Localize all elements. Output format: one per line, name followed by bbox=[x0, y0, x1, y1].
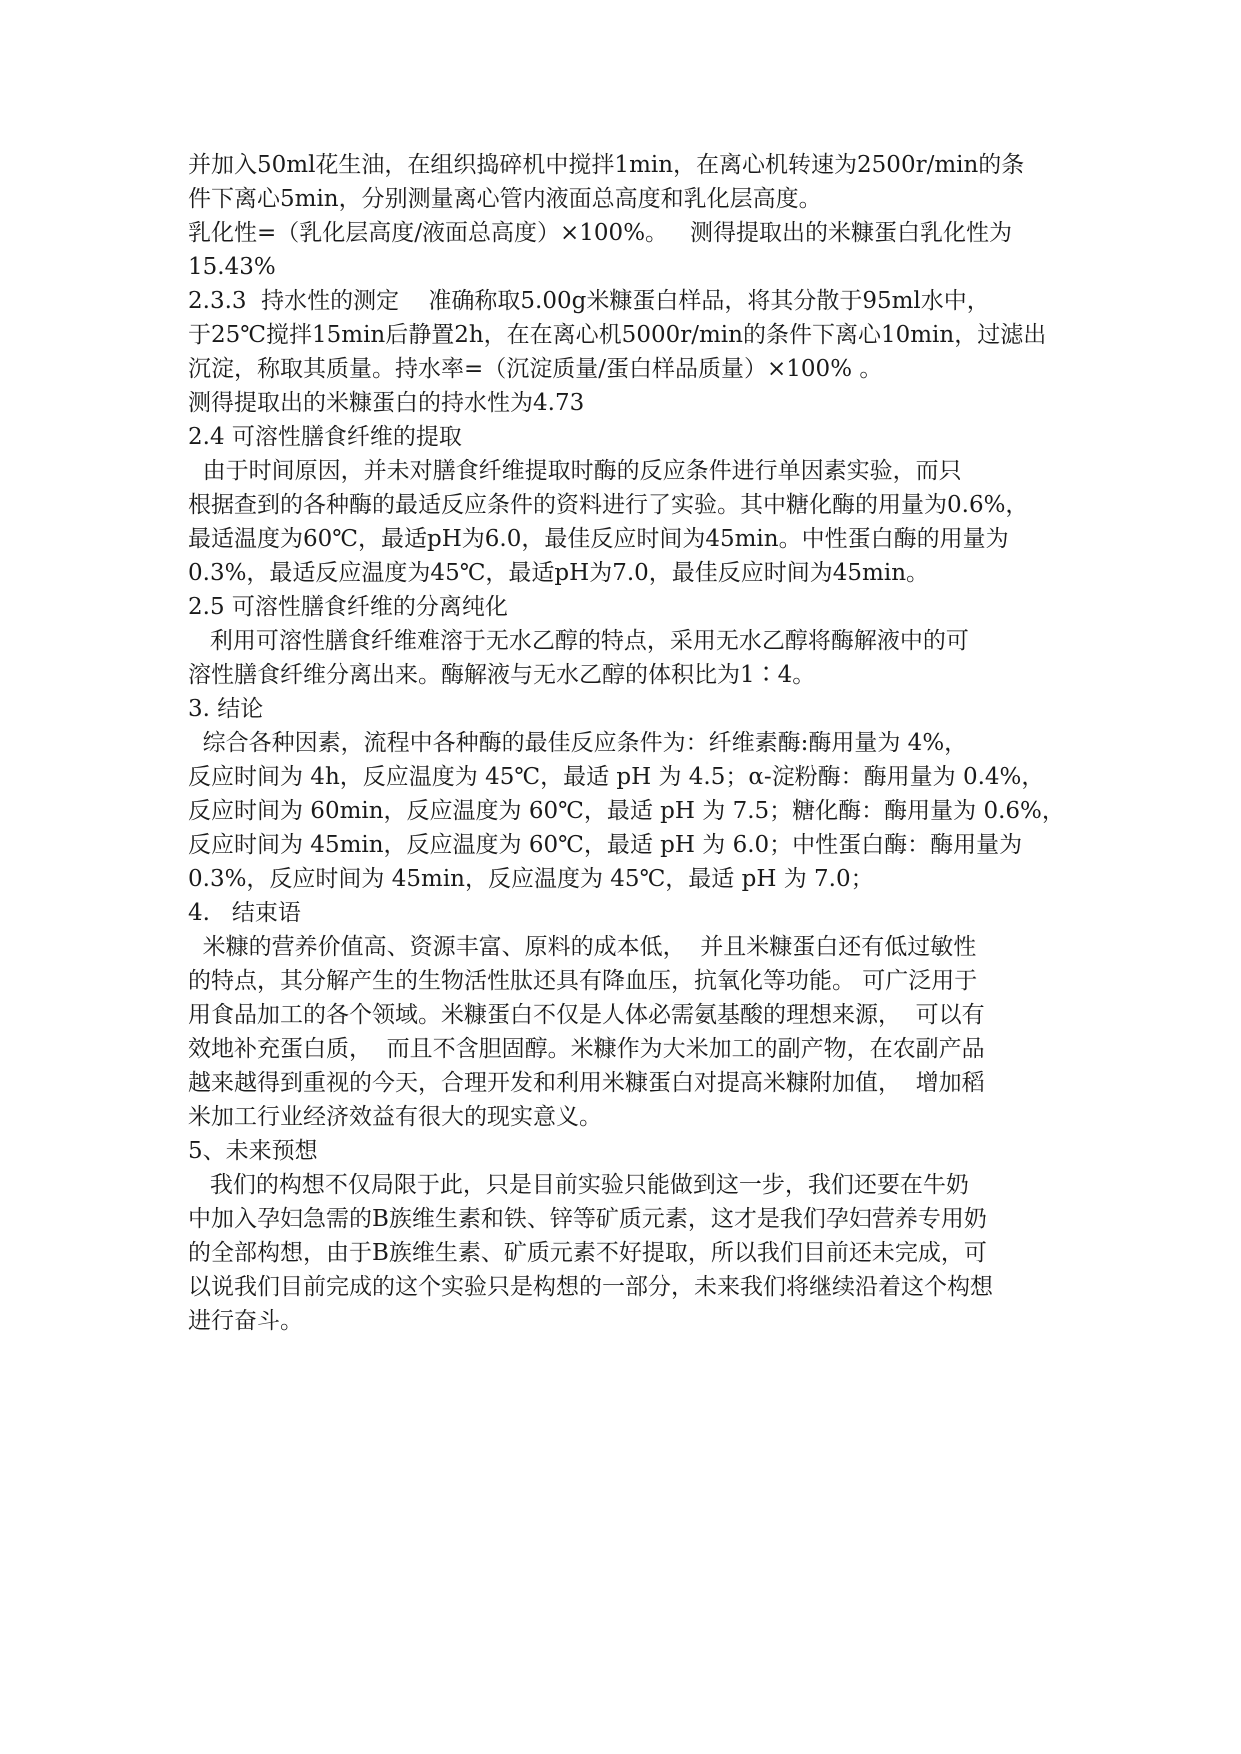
text-line: 进行奋斗。 bbox=[188, 1308, 303, 1334]
text-line: 于25℃搅拌15min后静置2h，在在离心机5000r/min的条件下离心10min，过滤出 bbox=[188, 322, 1047, 348]
section-heading: 4. 结束语 bbox=[188, 900, 301, 926]
text-line: 我们的构想不仅局限于此，只是目前实验只能做到这一步，我们还要在牛奶 bbox=[188, 1172, 969, 1198]
text-line: 反应时间为 45min，反应温度为 60℃，最适 pH 为 6.0；中性蛋白酶：酶用量为 bbox=[188, 832, 1023, 858]
text-line: 越来越得到重视的今天，合理开发和利用米糠蛋白对提高米糠附加值， 增加稻 bbox=[188, 1070, 985, 1096]
text-line: 乳化性=（乳化层高度/液面总高度）×100%。 测得提取出的米糠蛋白乳化性为 bbox=[188, 220, 1012, 246]
text-line: 沉淀，称取其质量。持水率=（沉淀质量/蛋白样品质量）×100% 。 bbox=[188, 356, 883, 382]
section-heading: 2.5 可溶性膳食纤维的分离纯化 bbox=[188, 594, 508, 620]
text-line: 最适温度为60℃，最适pH为6.0，最佳反应时间为45min。中性蛋白酶的用量为 bbox=[188, 526, 1009, 552]
text-line: 测得提取出的米糠蛋白的持水性为4.73 bbox=[188, 390, 585, 416]
text-line: 中加入孕妇急需的B族维生素和铁、锌等矿质元素，这才是我们孕妇营养专用奶 bbox=[188, 1206, 987, 1232]
text-line: 利用可溶性膳食纤维难溶于无水乙醇的特点，采用无水乙醇将酶解液中的可 bbox=[188, 628, 969, 654]
text-line: 根据查到的各种酶的最适反应条件的资料进行了实验。其中糖化酶的用量为0.6%， bbox=[188, 492, 1029, 518]
text-line: 0.3%，反应时间为 45min，反应温度为 45℃，最适 pH 为 7.0； bbox=[188, 866, 874, 892]
text-line: 的特点，其分解产生的生物活性肽还具有降血压，抗氧化等功能。 可广泛用于 bbox=[188, 968, 978, 994]
text-line: 效地补充蛋白质， 而且不含胆固醇。米糠作为大米加工的副产物，在农副产品 bbox=[188, 1036, 985, 1062]
section-heading: 3. 结论 bbox=[188, 696, 264, 722]
text-line: 反应时间为 60min，反应温度为 60℃，最适 pH 为 7.5；糖化酶：酶用量为 0.6%， bbox=[188, 798, 1065, 824]
section-heading: 5、未来预想 bbox=[188, 1138, 318, 1164]
text-line: 以说我们目前完成的这个实验只是构想的一部分，未来我们将继续沿着这个构想 bbox=[188, 1274, 993, 1300]
text-line: 米糠的营养价值高、资源丰富、原料的成本低， 并且米糠蛋白还有低过敏性 bbox=[188, 934, 977, 960]
document-page bbox=[188, 148, 1068, 1338]
text-line: 15.43% bbox=[188, 254, 276, 280]
text-line: 米加工行业经济效益有很大的现实意义。 bbox=[188, 1104, 602, 1130]
text-line: 综合各种因素，流程中各种酶的最佳反应条件为：纤维素酶:酶用量为 4%， bbox=[188, 730, 968, 756]
text-line: 的全部构想，由于B族维生素、矿质元素不好提取，所以我们目前还未完成，可 bbox=[188, 1240, 987, 1266]
text-line: 0.3%，最适反应温度为45℃，最适pH为7.0，最佳反应时间为45min。 bbox=[188, 560, 930, 586]
section-heading: 2.3.3 持水性的测定 准确称取5.00g米糠蛋白样品，将其分散于95ml水中， bbox=[188, 288, 990, 314]
text-line: 由于时间原因，并未对膳食纤维提取时酶的反应条件进行单因素实验，而只 bbox=[188, 458, 962, 484]
text-line: 用食品加工的各个领域。米糠蛋白不仅是人体必需氨基酸的理想来源， 可以有 bbox=[188, 1002, 985, 1028]
text-line: 溶性膳食纤维分离出来。酶解液与无水乙醇的体积比为1∶4。 bbox=[188, 662, 816, 688]
text-line: 并加入50ml花生油，在组织捣碎机中搅拌1min，在离心机转速为2500r/min的条 bbox=[188, 152, 1025, 178]
text-line: 件下离心5min，分别测量离心管内液面总高度和乳化层高度。 bbox=[188, 186, 822, 212]
section-heading: 2.4 可溶性膳食纤维的提取 bbox=[188, 424, 462, 450]
text-line: 反应时间为 4h，反应温度为 45℃，最适 pH 为 4.5；α-淀粉酶：酶用量为 0.4%， bbox=[188, 764, 1045, 790]
